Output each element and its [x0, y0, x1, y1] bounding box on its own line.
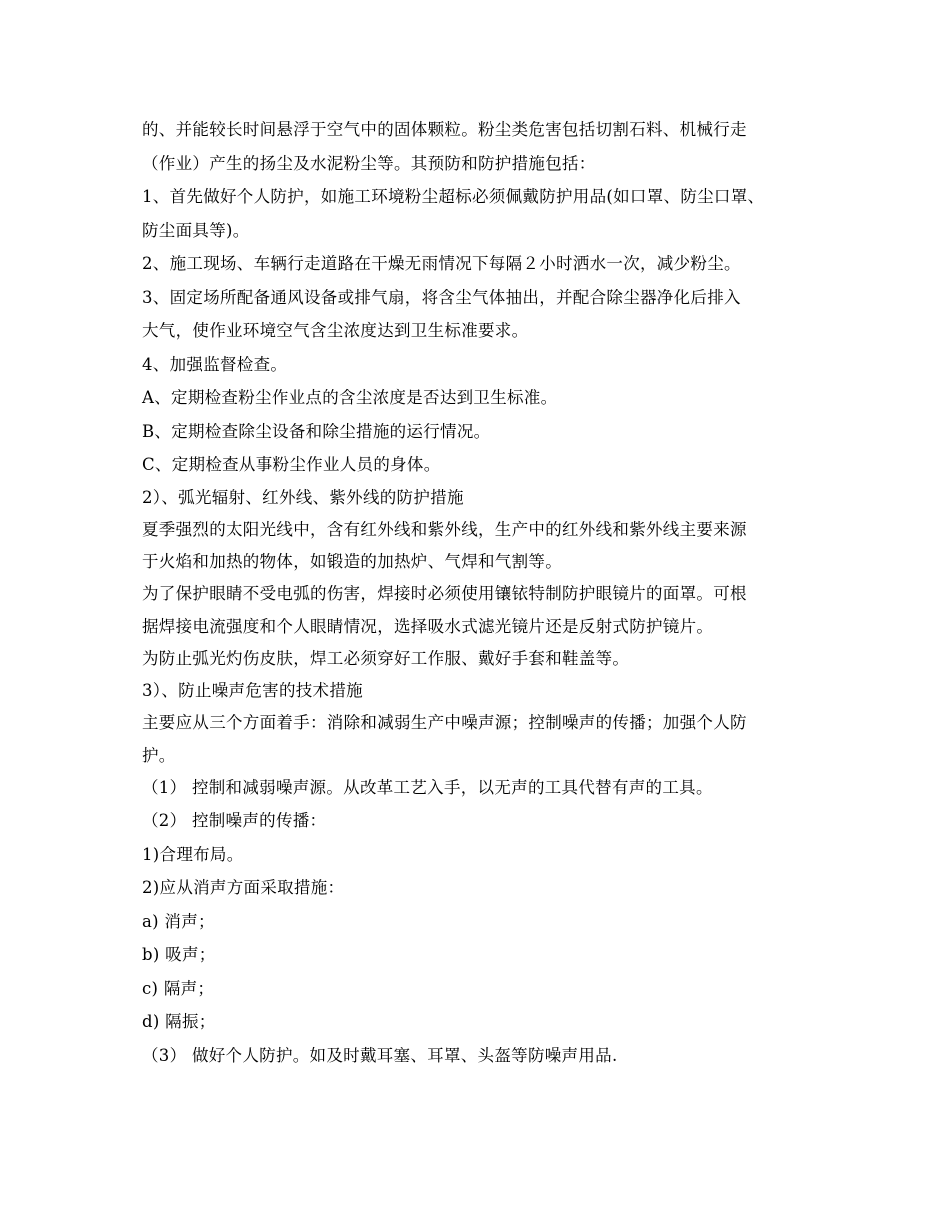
list-item-2: 2、施工现场、车辆行走道路在干燥无雨情况下每隔２小时洒水一次，减少粉尘。 [142, 254, 741, 273]
sub-item-a: a) 消声； [142, 911, 215, 931]
list-item-1: 1、首先做好个人防护，如施工环境粉尘超标必须佩戴防护用品(如口罩、防尘口罩、 [142, 187, 765, 206]
text-line: 的、并能较长时间悬浮于空气中的固体颗粒。粉尘类危害包括切割石料、机械行走 [142, 120, 747, 139]
sub-item-a: A、定期检查粉尘作业点的含尘浓度是否达到卫生标准。 [142, 388, 558, 407]
sub-item-d: d) 隔振； [142, 1012, 216, 1031]
text-line: 护。 [142, 745, 176, 765]
text-line: 防尘面具等)。 [142, 220, 250, 240]
text-line: 大气，使作业环境空气含尘浓度达到卫生标准要求。 [142, 321, 529, 340]
list-item-3: 3、固定场所配备通风设备或排气扇，将含尘气体抽出，并配合除尘器净化后排入 [142, 287, 741, 307]
text-line: 于火焰和加热的物体，如锻造的加热炉、气焊和气割等。 [142, 552, 562, 571]
list-item-4: 4、加强监督检查。 [142, 354, 288, 374]
text-line: 主要应从三个方面着手：消除和减弱生产中噪声源；控制噪声的传播；加强个人防 [142, 713, 747, 732]
text-line: 为防止弧光灼伤皮肤，焊工必须穿好工作服、戴好手套和鞋盖等。 [142, 648, 630, 668]
section-heading-2: 2）、弧光辐射、红外线、紫外线的防护措施 [142, 487, 464, 507]
numbered-item-1: （1） 控制和减弱噪声源。从改革工艺入手，以无声的工具代替有声的工具。 [142, 777, 713, 797]
text-line: 为了保护眼睛不受电弧的伤害，焊接时必须使用镶铱特制防护眼镜片的面罩。可根 [142, 584, 747, 603]
document-body [142, 113, 822, 1072]
sub-item-1: 1)合理布局。 [142, 844, 244, 864]
text-line: 据焊接电流强度和个人眼睛情况，选择吸水式滤光镜片还是反射式防护镜片。 [142, 616, 714, 636]
sub-item-b: B、定期检查除尘设备和除尘措施的运行情况。 [142, 421, 491, 441]
sub-item-b: b) 吸声； [142, 945, 216, 964]
sub-item-c: C、定期检查从事粉尘作业人员的身体。 [142, 455, 441, 474]
numbered-item-2: （2） 控制噪声的传播： [142, 811, 327, 830]
section-heading-3: 3）、防止噪声危害的技术措施 [142, 681, 363, 700]
sub-item-c: c) 隔声； [142, 978, 215, 998]
numbered-item-3: （3） 做好个人防护。如及时戴耳塞、耳罩、头盔等防噪声用品. [142, 1045, 618, 1065]
text-line: 夏季强烈的太阳光线中，含有红外线和紫外线，生产中的红外线和紫外线主要来源 [142, 519, 747, 539]
text-line: （作业）产生的扬尘及水泥粉尘等。其预防和防护措施包括： [142, 153, 596, 173]
sub-item-2: 2)应从消声方面采取措施： [142, 878, 345, 897]
